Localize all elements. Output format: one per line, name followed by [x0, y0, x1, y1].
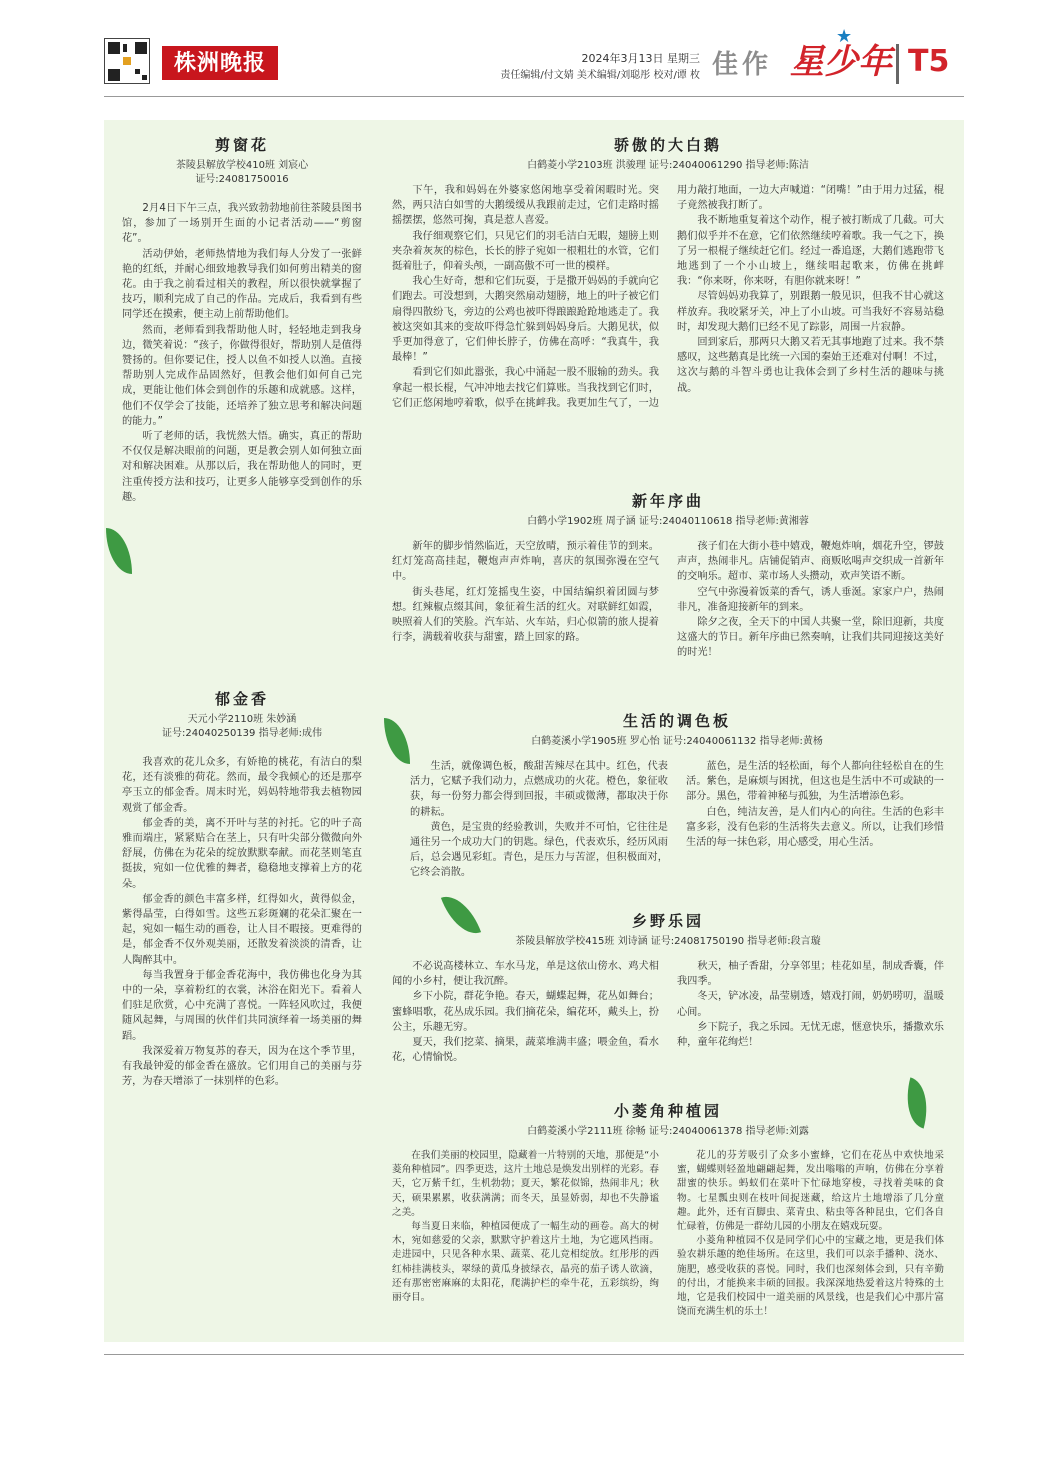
article-byline: 白鹤菱小学2103班 洪骏理 证号:24040061290 指导老师:陈洁 [527, 160, 809, 171]
paragraph: 我不断地重复着这个动作，棍子被打断成了几截。可大鹅们似乎并不在意，它们依然继续哼着歌。我一气之下，换了另一根棍子继续赶它们。经过一番追逐，大鹅们逃跑带飞地逃到了一个小山坡上，继续唱起歌来，仿佛在挑衅我：“你来呀，你来呀，有胆你就来呀！” [677, 215, 944, 288]
article-xiaoling [392, 1100, 944, 1319]
article-body [122, 201, 362, 505]
qr-code-icon [104, 38, 150, 84]
editor-line: 责任编辑/付文婧 美术编辑/刘聪彤 校对/谭 枚 [500, 70, 700, 81]
article-title: 骄傲的大白鹅 [613, 136, 722, 154]
paragraph: 我深爱着万物复苏的春天，因为在这个季节里，有我最钟爱的郁金香在盛放。它们用自己的美丽与芬芳，为春天增添了一抹别样的色彩。 [122, 1045, 362, 1088]
paragraph: 孩子们在大街小巷中嬉戏，鞭炮炸响，烟花升空，锣鼓声声，热闹非凡。店铺促销声、商贩吆喝声交织成一首新年的交响乐。超市、菜市场人头攒动，欢声笑语不断。 [677, 541, 944, 583]
paragraph: 夏天，我们挖菜、摘果，蔬菜堆满丰盛；喂金鱼，看水花，心情愉悦。 [392, 1037, 659, 1064]
paragraph: 花儿的芬芳吸引了众多小蜜蜂，它们在花丛中欢快地采蜜，蝴蝶则轻盈地翩翩起舞，发出嗡嗡的声响，仿佛在分享着甜蜜的快乐。蚂蚁们在菜叶下忙碌地穿梭，寻找着美味的食物。七星瓢虫则在枝叶间捉迷藏，给这片土地增添了几分童趣。此外，还有百脚虫、菜青虫、粘虫等各种昆虫，它们各自忙碌着，仿佛是一群幼儿园的小朋友在嬉戏玩耍。 [677, 1150, 944, 1233]
paragraph: 乡下院子，我之乐园。无忧无虑，惬意快乐，播撒欢乐种，童年花绚烂！ [677, 1021, 944, 1049]
article-byline: 茶陵县解放学校415班 刘诗涵 证号:24081750190 指导老师:段言璇 [515, 936, 821, 947]
paragraph: 空气中弥漫着饭菜的香气，诱人垂涎。家家户户，热闹非凡，准备迎接新年的到来。 [677, 586, 944, 613]
paragraph: 2月4日下午三点，我兴致勃勃地前往茶陵县图书馆，参加了一场别开生面的小记者活动——“剪窗花”。 [122, 203, 362, 245]
page-number: T5 [908, 44, 950, 79]
paragraph: 我喜欢的花儿众多，有娇艳的桃花，有洁白的梨花，还有淡雅的荷花。然而，最令我倾心的还是那亭亭玉立的郁金香。周末时光，妈妈特地带我去植物园观赏了郁金香。 [122, 757, 362, 814]
article-jianchuanghua [122, 134, 362, 505]
article-title: 剪窗花 [214, 136, 269, 154]
paragraph: 秋天，柚子香甜，分享邻里；桂花如星，制成香囊，伴我四季。 [677, 961, 944, 988]
paragraph: 听了老师的话，我恍然大悟。确实，真正的帮助不仅仅是解决眼前的问题，更是教会别人如何独立面对和解决困难。从那以后，我在帮助他人的同时，更注重传授方法和技巧，让更多人能够享受到创作的乐趣。 [122, 431, 362, 503]
article-title: 小菱角种植园 [613, 1102, 722, 1120]
paragraph: 每当夏日来临，种植园便成了一幅生动的画卷。高大的树木，宛如慈爱的父亲，默默守护着这片土地，为它遮风挡雨。走进园中，只见各种水果、蔬菜、花儿竞相绽放。红彤彤的西红柿挂满枝头，翠绿的黄瓜身披绿衣，晶亮的茄子诱人欲滴，还有那密密麻麻的太阳花，爬满护栏的牵牛花，五彩缤纷，绚丽夺目。 [392, 1221, 659, 1304]
byline-school: 天元小学2110班 朱妙涵 [187, 714, 297, 725]
brand-logo: 星少年 [790, 42, 892, 82]
paragraph: 然而，老师看到我帮助他人时，轻轻地走到我身边，微笑着说：“孩子，你做得很好，帮助别人是值得赞扬的。但你要记住，授人以鱼不如授人以渔。直接帮助别人完成作品固然好，但教会他们如何自己完成，更能让他们体会到创作的乐趣和成就感。这样，他们不仅学会了技能，还培养了独立思考和解决问题的能力。” [122, 324, 362, 427]
paragraph: 乡下小院，群花争艳。春天，蝴蝶起舞，花丛如舞台；蜜蜂唱歌，花丛成乐园。我们摘花朵，编花环，戴头上，扮公主，乐趣无穷。 [392, 991, 659, 1033]
paragraph: 不必说高楼林立、车水马龙，单是这依山傍水、鸡犬相闻的小乡村，便让我沉醉。 [392, 961, 659, 988]
article-title: 乡野乐园 [631, 912, 704, 930]
article-body [392, 183, 944, 411]
paragraph: 蓝色，是生活的轻松面，每个人都向往轻松自在的生活。紫色，是麻烦与困扰，但这也是生活中不可或缺的一部分。黑色，带着神秘与孤独，为生活增添色彩。 [686, 761, 944, 803]
byline-cert: 证号:24081750016 [195, 174, 289, 185]
article-tiaoseban [410, 710, 944, 881]
paragraph: 每当我置身于郁金香花海中，我仿佛也化身为其中的一朵，享着粉红的衣裳，沐浴在阳光下。看着人们驻足欣赏，心中充满了喜悦。一阵轻风吹过，我便随风起舞，与周围的伙伴们共同演绎着一场美丽的舞蹈。 [122, 969, 362, 1042]
paragraph: 街头巷尾，红灯笼摇曳生姿，中国结编织着团圆与梦想。红辣椒点缀其间，象征着生活的红火。对联鲜红如霞，映照着人们的笑脸。汽车站、火车站，归心似箭的旅人提着行李，满载着收获与甜蜜，踏上回家的路。 [392, 586, 659, 644]
article-byline [122, 713, 362, 741]
byline-school: 茶陵县解放学校410班 刘宸心 [175, 160, 309, 171]
paragraph: 生活，就像调色板，酸甜苦辣尽在其中。红色，代表活力，它赋予我们动力，点燃成功的火花。橙色，象征收获，每一份努力都会得到回报，丰硕或微薄，都取决于你的耕耘。 [410, 761, 668, 818]
paragraph: 回到家后，那两只大鹅又若无其事地跑了过来。我不禁感叹，这些鹅真是比统一六国的秦始王还难对付啊！不过，这次与鹅的斗智斗勇也让我体会到了乡村生活的趣味与挑战。 [677, 337, 944, 394]
paragraph: 小菱角种植园不仅是同学们心中的宝藏之地，更是我们体验农耕乐趣的绝佳场所。在这里，我们可以亲手播种、浇水、施肥，感受收获的喜悦。同时，我们也深刻体会到，只有辛勤的付出，才能换来丰硕的回报。我深深地热爱着这片特殊的土地，它是我们校园中一道美丽的风景线，也是我们心中那片富饶而充满生机的乐土！ [677, 1235, 944, 1318]
byline-cert: 证号:24040250139 指导老师:成伟 [162, 728, 322, 739]
paragraph: 郁金香的美，离不开叶与茎的衬托。它的叶子高雅而端庄，紧紧贴合在茎上，只有叶尖部分微微向外舒展，仿佛在为花朵的绽放默默奉献。而花茎则笔直挺拔，宛如一位优雅的舞者，稳稳地支撑着上方的花朵。 [122, 817, 362, 890]
paragraph: 在我们美丽的校园里，隐藏着一片特别的天地，那便是“小菱角种植园”。四季更迭，这片土地总是焕发出别样的光彩。春天，它万紫千红，生机勃勃；夏天，繁花似锦，热闹非凡；秋天，硕果累累，收获满满；而冬天，虽显娇弱，却也不失静谧之美。 [392, 1150, 659, 1218]
paragraph: 我仔细观察它们，只见它们的羽毛洁白无暇，翅膀上则夹杂着灰灰的棕色，长长的脖子宛如一根粗壮的水管，它们挺着肚子，仰着头颅，一副高傲不可一世的模样。 [392, 230, 659, 273]
paragraph: 看到它们如此嚣张，我心中涌起一股不服输的劲头。我拿起一根长棍，气冲冲地去找它们算账。当我找到它们时，它们正悠闲地哼着歌，似乎在挑衅我。我更加生气了，一边用力敲打地面，一边大声喊道：“闭嘴！”由于用力过猛，棍子竟然被我打断了。 [392, 185, 944, 409]
paragraph: 白色，纯洁友善，是人们内心的向往。生活的色彩丰富多彩，没有色彩的生活将失去意义。所以，让我们珍惜生活的每一抹色彩，用心感受，用心生活。 [686, 806, 944, 849]
section-name: 佳作 [712, 50, 773, 80]
article-body [122, 755, 362, 1089]
paragraph: 冬天，铲冰凌，晶莹剔透，嬉戏打闹，奶奶唠叨，温暖心间。 [677, 991, 944, 1018]
paragraph: 除夕之夜，全天下的中国人共聚一堂，除旧迎新，共度这盛大的节日。新年序曲已然奏响，让我们共同迎接这美好的时光！ [677, 617, 944, 659]
article-byline: 白鹤菱溪小学2111班 徐畅 证号:24040061378 指导老师:刘露 [527, 1126, 809, 1137]
article-title: 生活的调色板 [622, 712, 731, 730]
article-byline: 白鹤小学1902班 周子涵 证号:24040110618 指导老师:黄湘蓉 [527, 516, 809, 527]
article-byline [122, 159, 362, 187]
article-byline: 白鹤菱溪小学1905班 罗心怡 证号:24040061132 指导老师:黄杨 [531, 736, 823, 747]
page-separator [896, 44, 899, 84]
footer-divider [104, 1354, 964, 1355]
paragraph: 下午，我和妈妈在外婆家悠闲地享受着闲暇时光。突然，两只洁白如雪的大鹅缓缓从我跟前走过，它们走路时摇摇摆摆，悠然可掬，真是惹人喜爱。 [392, 185, 659, 227]
page-header [0, 0, 1039, 100]
article-body [410, 759, 944, 881]
star-icon: ★ [836, 26, 853, 47]
article-title: 郁金香 [214, 690, 269, 708]
paragraph: 尽管妈妈劝我算了，别跟鹅一般见识，但我不甘心就这样放弃。我咬紧牙关，冲上了小山坡。可当我好不容易站稳时，却发现大鹅们已经不见了踪影，周围一片寂静。 [677, 291, 944, 333]
newspaper-logo: 株洲晚报 [162, 46, 278, 80]
paragraph: 黄色，是宝贵的经验教训，失败并不可怕，它往往是通往另一个成功大门的钥匙。绿色，代表欢乐，经历风雨后，总会遇见彩虹。青色，是压力与苦涩，但积极面对，它终会消散。 [410, 821, 668, 879]
article-body [392, 539, 944, 661]
date-line: 2024年3月13日 星期三 [581, 52, 700, 65]
paragraph: 新年的脚步悄然临近，天空放晴，预示着佳节的到来。红灯笼高高挂起，鞭炮声声炸响，喜庆的氛围弥漫在空气中。 [392, 541, 659, 583]
article-body [392, 1149, 944, 1319]
article-xinnian [392, 490, 944, 661]
header-divider [104, 96, 964, 97]
paragraph: 我心生好奇，想和它们玩耍，于是撒开妈妈的手就向它们跑去。可没想到，大鹅突然扇动翅膀，地上的叶子被它们扇得四散纷飞，旁边的公鸡也被吓得踉踉跄跄地逃走了。我被这突如其来的变故吓得急忙躲到妈妈身后。大鹅见状，似乎更加得意了，它们伸长脖子，仿佛在高呼：“我真牛，我最棒！” [392, 276, 659, 364]
article-body [392, 959, 944, 1065]
article-dabaie [392, 134, 944, 411]
paragraph: 郁金香的颜色丰富多样，红得如火，黄得似金，紫得晶莹，白得如雪。这些五彩斑斓的花朵汇聚在一起，宛如一幅生动的画卷，让人目不暇接。更难得的是，郁金香不仅外观美丽，还散发着淡淡的清香，让人陶醉其中。 [122, 893, 362, 966]
paragraph: 活动伊始，老师热情地为我们每人分发了一张鲜艳的红纸，并耐心细致地教导我们如何剪出精美的窗花。由于我之前看过相关的教程，所以很快就掌握了技巧，顺利完成了自己的作品。完成后，我看到有些同学还在摸索，便主动上前帮助他们。 [122, 248, 362, 321]
article-yujinxiang [122, 688, 362, 1089]
article-title: 新年序曲 [631, 492, 704, 510]
